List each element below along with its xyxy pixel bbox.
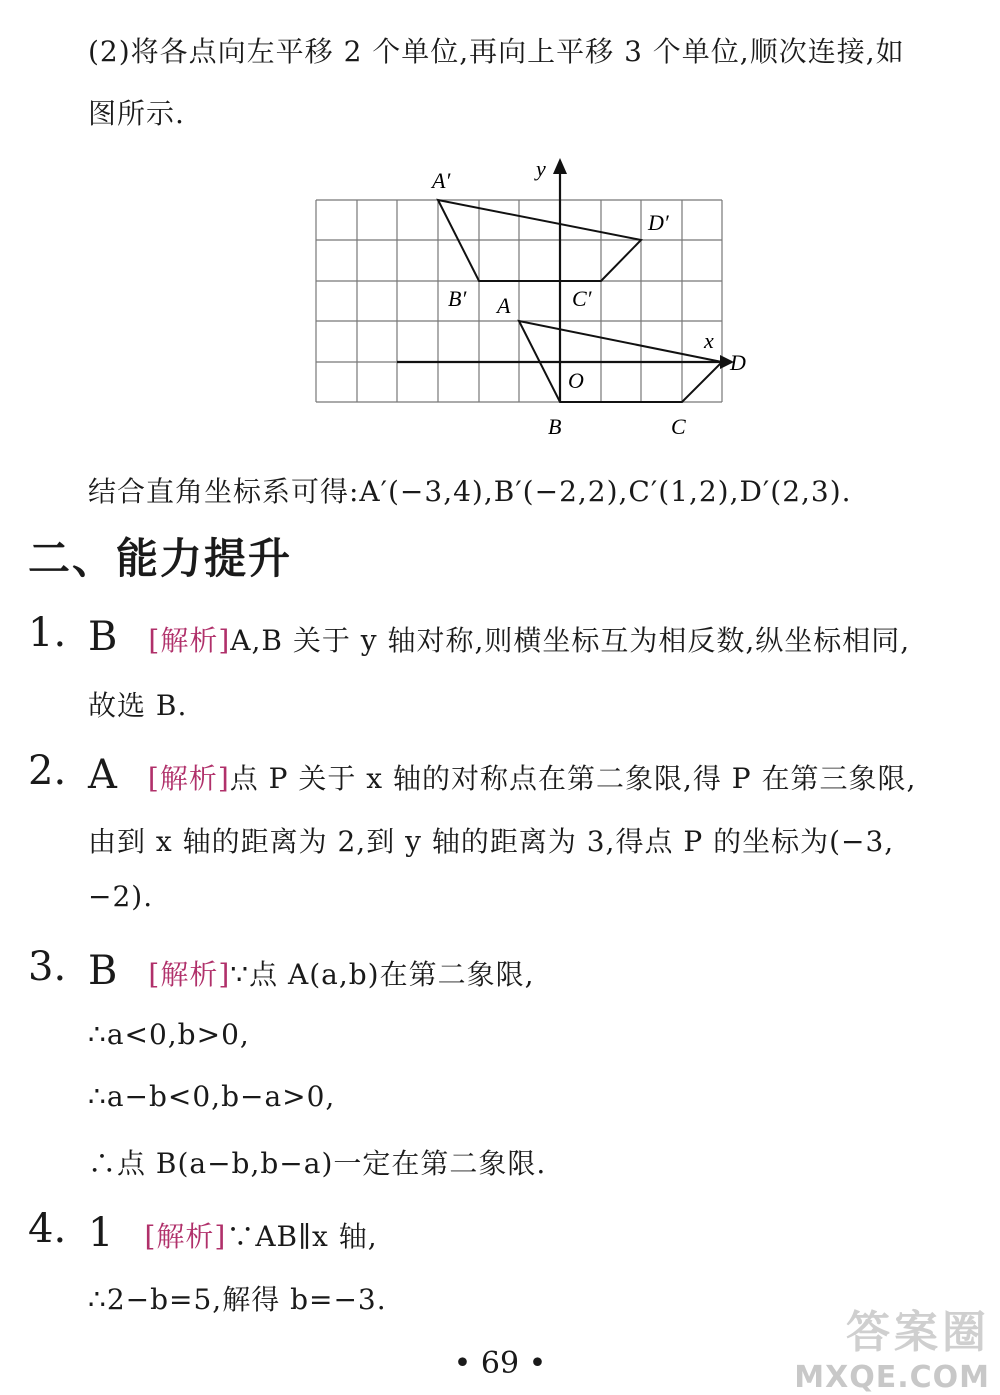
item-first-line — [88, 948, 534, 994]
point-label-d: D — [730, 350, 746, 375]
point-label-b: B — [548, 414, 562, 439]
point-label-c-prime: C′ — [572, 286, 592, 311]
section-title: 二、能力提升 — [28, 534, 293, 583]
y-axis-label: y — [536, 156, 546, 181]
analysis-text: A,B 关于 y 轴对称,则横坐标互为相反数,纵坐标相同, — [230, 624, 911, 657]
item-first-line — [88, 614, 910, 660]
watermark-title: 答案圈 — [846, 1307, 990, 1358]
text-line: 故选 B. — [88, 689, 188, 722]
answer-letter: B — [88, 948, 119, 994]
conclusion-text: 结合直角坐标系可得:A′(−3,4),B′(−2,2),C′(1,2),D′(2,3). — [88, 475, 852, 508]
text-line: −2). — [88, 880, 154, 913]
text-line: 图所示. — [88, 97, 185, 130]
point-label-a-prime: A′ — [432, 168, 451, 193]
analysis-tag: [解析] — [148, 624, 231, 657]
x-axis-label: x — [704, 328, 714, 353]
answer-letter: A — [88, 752, 118, 798]
y-axis-arrow — [553, 158, 567, 174]
text-line: ∴点 B(a−b,b−a)一定在第二象限. — [88, 1147, 547, 1180]
answer-letter: B — [88, 614, 119, 660]
text-line: (2)将各点向左平移 2 个单位,再向上平移 3 个单位,顺次连接,如 — [88, 35, 905, 68]
point-label-d-prime: D′ — [648, 210, 669, 235]
text-line: ∴2−b=5,解得 b=−3. — [88, 1283, 387, 1316]
analysis-tag: [解析] — [147, 762, 230, 795]
item-number: 1. — [28, 610, 67, 656]
item-first-line — [88, 1210, 378, 1256]
text-line: 由到 x 轴的距离为 2,到 y 轴的距离为 3,得点 P 的坐标为(−3, — [88, 825, 895, 858]
point-label-a: A — [497, 293, 511, 318]
page-number: • 69 • — [453, 1346, 547, 1381]
watermark-logo — [794, 1296, 990, 1395]
point-label-b-prime: B′ — [448, 286, 467, 311]
text-line: ∴a<0,b>0, — [88, 1018, 250, 1051]
answer-letter: 1 — [88, 1210, 115, 1256]
analysis-text: 点 P 关于 x 轴的对称点在第二象限,得 P 在第三象限, — [229, 762, 917, 795]
point-label-c: C — [671, 414, 686, 439]
watermark-url: MXQE.COM — [794, 1360, 990, 1395]
item-number: 2. — [28, 748, 67, 794]
origin-label: O — [568, 368, 584, 393]
item-number: 4. — [28, 1206, 67, 1252]
coordinate-figure — [300, 150, 770, 450]
analysis-tag: [解析] — [144, 1220, 227, 1253]
item-number: 3. — [28, 944, 67, 990]
analysis-text: ∵AB∥x 轴, — [226, 1220, 378, 1253]
text-line: ∴a−b<0,b−a>0, — [88, 1080, 336, 1113]
analysis-tag: [解析] — [148, 958, 231, 991]
analysis-text: ∵点 A(a,b)在第二象限, — [230, 958, 535, 991]
item-first-line — [88, 752, 916, 798]
